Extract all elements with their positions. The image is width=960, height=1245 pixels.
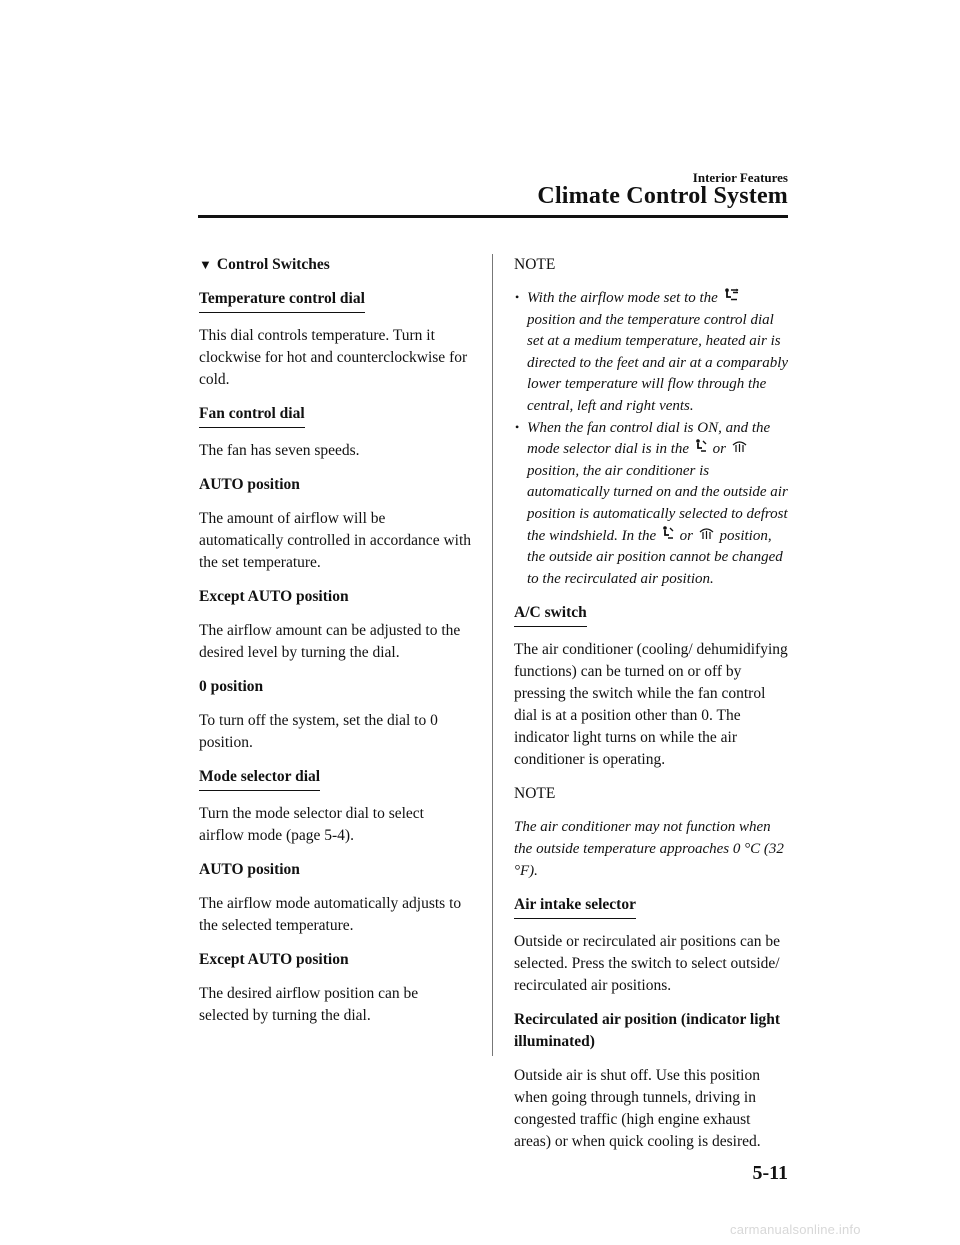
temperature-dial-text: This dial controls temperature. Turn it clockwise for hot and counterclockwise for cold.	[199, 327, 468, 388]
left-column	[199, 254, 471, 1039]
floor-defrost-icon	[695, 439, 707, 453]
section-heading	[199, 254, 471, 276]
note-text: The air conditioner may not function when the outside temperature approaches 0 °C (32 °F).	[514, 819, 784, 879]
watermark: carmanualsonline.info	[730, 1222, 861, 1237]
recirculated-text: Outside air is shut off. Use this position when going through tunnels, driving in congested traffic (high engine exhaust areas) or when quick cooling is desired.	[514, 1067, 761, 1151]
bullet-icon: •	[515, 290, 520, 304]
fan-auto-heading: AUTO position	[199, 476, 300, 493]
mode-auto-heading: AUTO position	[199, 861, 300, 878]
triangle-marker-icon: ▼	[199, 257, 212, 272]
windshield-defrost-icon	[699, 527, 714, 540]
fan-zero-text: To turn off the system, set the dial to 0 position.	[199, 712, 438, 751]
mode-except-auto-text: The desired airflow position can be selected by turning the dial.	[199, 985, 419, 1024]
note-label: NOTE	[514, 256, 556, 273]
bi-level-airflow-icon	[724, 288, 740, 302]
header-rule	[198, 215, 788, 218]
note-list	[514, 288, 790, 590]
fan-except-auto-text: The airflow amount can be adjusted to the desired level by turning the dial.	[199, 622, 461, 661]
bullet-icon: •	[515, 419, 520, 434]
column-divider	[492, 254, 493, 1056]
mode-except-auto-heading: Except AUTO position	[199, 951, 349, 968]
note-label: NOTE	[514, 785, 556, 803]
mode-dial-text: Turn the mode selector dial to select airflow mode (page 5-4).	[199, 805, 424, 844]
windshield-defrost-icon	[732, 440, 747, 453]
air-intake-heading: Air intake selector	[514, 894, 636, 919]
recirculated-heading: Recirculated air position (indicator light illuminated)	[514, 1011, 781, 1051]
page-title: Climate Control System	[537, 183, 788, 209]
page-number: 5-11	[752, 1162, 788, 1184]
section-label: Interior Features	[692, 170, 788, 185]
fan-dial-text: The fan has seven speeds.	[199, 442, 360, 459]
mode-auto-text: The airflow mode automatically adjusts to the selected temperature.	[199, 895, 462, 934]
mode-dial-heading: Mode selector dial	[199, 766, 320, 791]
temperature-dial-heading: Temperature control dial	[199, 288, 365, 313]
air-intake-text: Outside or recirculated air positions can be selected. Press the switch to select outside/ recirculated air positions.	[514, 933, 780, 995]
fan-dial-heading: Fan control dial	[199, 403, 305, 428]
ac-switch-heading: A/C switch	[514, 602, 587, 627]
fan-auto-text: The amount of airflow will be automatically controlled in accordance with the set temperature.	[199, 510, 471, 571]
ac-switch-text: The air conditioner (cooling/ dehumidifying functions) can be turned on or off by pressing the switch while the fan control dial is at a position other than 0. The indicator light turns on while the air conditioner is operating.	[514, 641, 788, 769]
fan-except-auto-heading: Except AUTO position	[199, 588, 349, 605]
floor-defrost-icon	[662, 526, 674, 540]
fan-zero-heading: 0 position	[199, 678, 264, 695]
note-item: • When the fan control dial is ON, and the mode selector dial is in the or position, the air conditioner is automatically turned on and the outside air position is automatically selected to defrost the windshield. In the or position, the outside air position cannot be changed to the recirculated air position.	[514, 418, 790, 591]
section-heading-text: Control Switches	[216, 256, 330, 273]
right-column	[514, 254, 790, 1165]
note-item: • With the airflow mode set to the position and the temperature control dial set at a medium temperature, heated air is directed to the feet and air at a comparably lower temperature will flow through the central, left and right vents.	[514, 288, 790, 418]
